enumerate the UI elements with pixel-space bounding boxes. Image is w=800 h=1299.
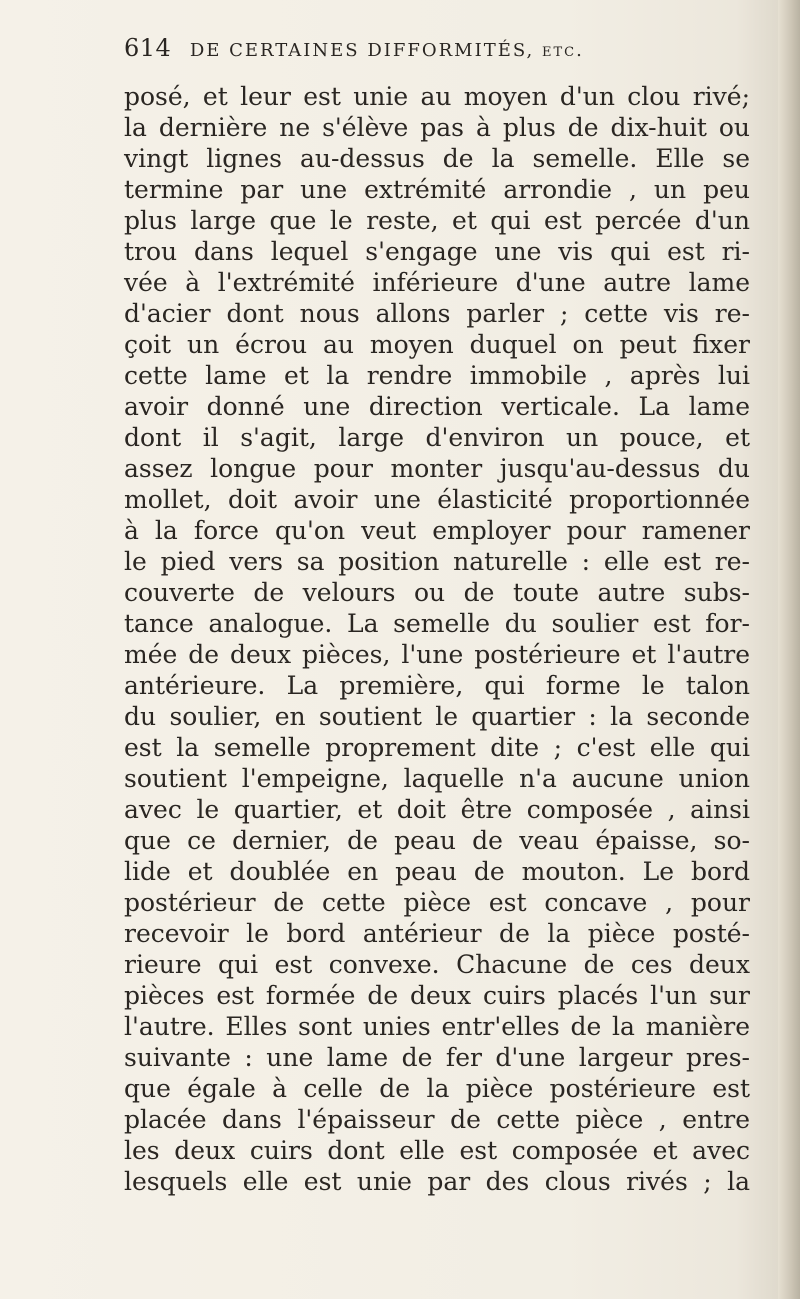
text-line: tance analogue. La semelle du soulier est for- — [124, 609, 750, 638]
text-line: lide et doublée en peau de mouton. Le bord — [124, 857, 750, 886]
text-line: antérieure. La première, qui forme le talon — [124, 671, 750, 700]
text-line: d'acier dont nous allons parler ; cette vis re- — [124, 299, 750, 328]
text-line: rieure qui est convexe. Chacune de ces deux — [124, 950, 750, 979]
page-number: 614 — [124, 34, 172, 62]
page-edge-shadow — [778, 0, 800, 1299]
text-line: recevoir le bord antérieur de la pièce posté- — [124, 919, 750, 948]
text-line: vingt lignes au-dessus de la semelle. Elle se — [124, 144, 750, 173]
text-line: avec le quartier, et doit être composée , ainsi — [124, 795, 750, 824]
text-line: soutient l'empeigne, laquelle n'a aucune union — [124, 764, 750, 793]
text-line: couverte de velours ou de toute autre subs- — [124, 578, 750, 607]
running-head — [124, 34, 744, 74]
text-line: le pied vers sa position naturelle : elle est re- — [124, 547, 750, 576]
text-line: termine par une extrémité arrondie , un peu — [124, 175, 750, 204]
running-title: DE CERTAINES DIFFORMITÉS, etc. — [189, 40, 584, 61]
text-line: la dernière ne s'élève pas à plus de dix-huit ou — [124, 113, 750, 142]
text-line: lesquels elle est unie par des clous rivés ; la — [124, 1167, 750, 1196]
text-line: mée de deux pièces, l'une postérieure et l'autre — [124, 640, 750, 669]
text-line: plus large que le reste, et qui est percée d'un — [124, 206, 750, 235]
text-line: que égale à celle de la pièce postérieure est — [124, 1074, 750, 1103]
text-line: çoit un écrou au moyen duquel on peut fixer — [124, 330, 750, 359]
text-line: vée à l'extrémité inférieure d'une autre lame — [124, 268, 750, 297]
text-line: suivante : une lame de fer d'une largeur pres- — [124, 1043, 750, 1072]
text-line: est la semelle proprement dite ; c'est elle qui — [124, 733, 750, 762]
text-line: trou dans lequel s'engage une vis qui est ri- — [124, 237, 750, 266]
text-line: à la force qu'on veut employer pour ramener — [124, 516, 750, 545]
text-line: posé, et leur est unie au moyen d'un clou rivé; — [124, 82, 750, 111]
text-line: dont il s'agit, large d'environ un pouce, et — [124, 423, 750, 452]
text-line: du soulier, en soutient le quartier : la seconde — [124, 702, 750, 731]
text-line: mollet, doit avoir une élasticité proportionnée — [124, 485, 750, 514]
text-line: postérieur de cette pièce est concave , pour — [124, 888, 750, 917]
text-line: placée dans l'épaisseur de cette pièce , entre — [124, 1105, 750, 1134]
text-line: les deux cuirs dont elle est composée et avec — [124, 1136, 750, 1165]
text-line: l'autre. Elles sont unies entr'elles de la manière — [124, 1012, 750, 1041]
text-line: cette lame et la rendre immobile , après lui — [124, 361, 750, 390]
text-line: que ce dernier, de peau de veau épaisse, so- — [124, 826, 750, 855]
text-line: avoir donné une direction verticale. La lame — [124, 392, 750, 421]
text-line: pièces est formée de deux cuirs placés l'un sur — [124, 981, 750, 1010]
text-line: assez longue pour monter jusqu'au-dessus du — [124, 454, 750, 483]
body-text — [124, 78, 750, 1228]
